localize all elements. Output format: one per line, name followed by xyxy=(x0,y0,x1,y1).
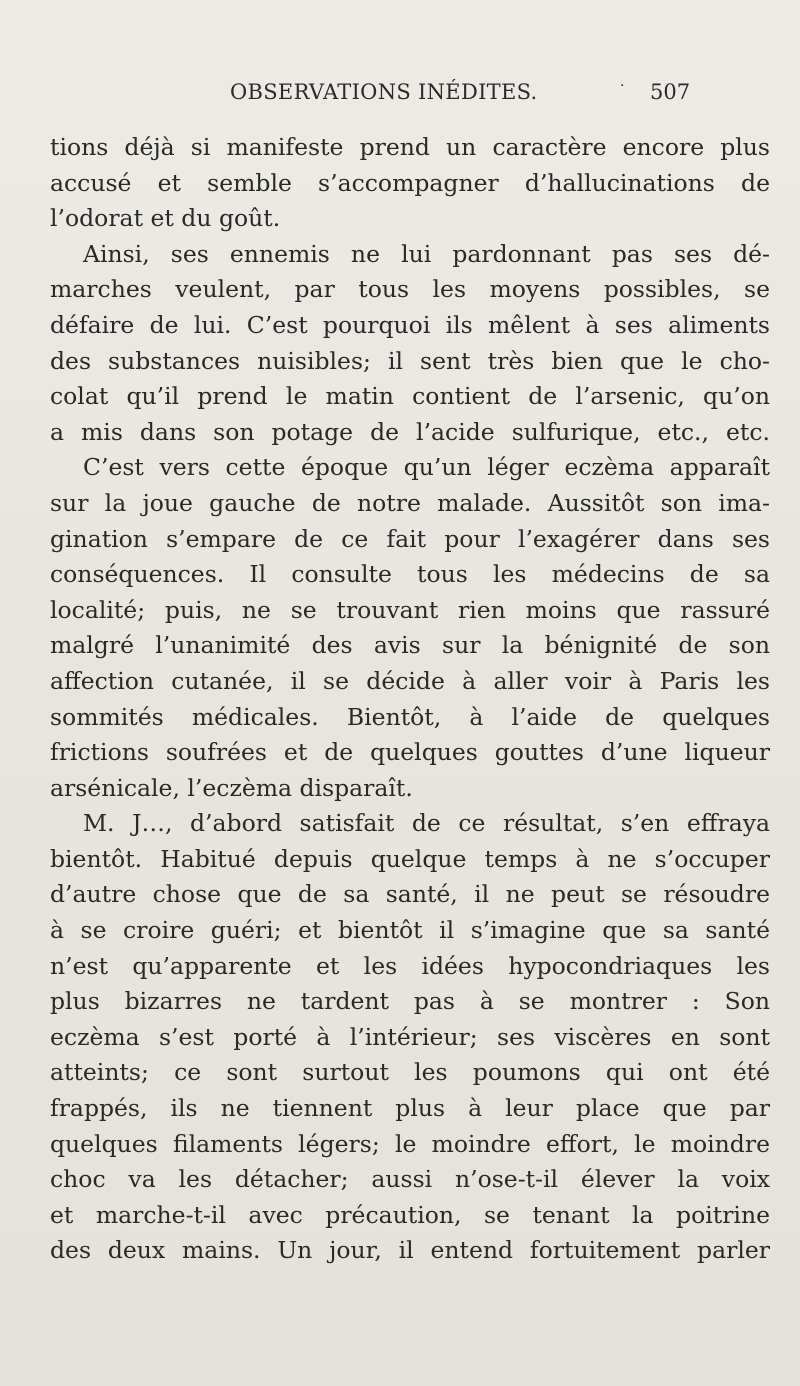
page-number: 507 xyxy=(650,80,691,104)
text-line: des substances nuisibles; il sent très bien que le cho- xyxy=(50,346,770,375)
text-line: et marche-t-il avec précaution, se tenant la poitrine xyxy=(50,1200,770,1229)
text-line: Ainsi, ses ennemis ne lui pardonnant pas ses dé- xyxy=(83,239,770,268)
text-line: arsénicale, l’eczèma disparaît. xyxy=(50,773,413,802)
text-line: eczèma s’est porté à l’intérieur; ses viscères en sont xyxy=(50,1022,770,1051)
text-line: quelques filaments légers; le moindre effort, le moindre xyxy=(50,1129,770,1158)
text-line: d’autre chose que de sa santé, il ne peut se résoudre xyxy=(50,880,770,909)
text-line: C’est vers cette époque qu’un léger eczèma apparaît xyxy=(83,453,770,482)
text-line: l’odorat et du goût. xyxy=(50,204,281,233)
text-line: défaire de lui. C’est pourquoi ils mêlent à ses aliments xyxy=(50,310,770,339)
text-line: bientôt. Habitué depuis quelque temps à ne s’occuper xyxy=(50,844,770,873)
text-line: a mis dans son potage de l’acide sulfurique, etc., etc. xyxy=(50,417,770,446)
text-line: colat qu’il prend le matin contient de l’arsenic, qu’on xyxy=(50,382,770,411)
text-line: atteints; ce sont surtout les poumons qui ont été xyxy=(50,1058,770,1087)
running-title: OBSERVATIONS INÉDITES. xyxy=(230,80,538,104)
text-line: gination s’empare de ce fait pour l’exagérer dans ses xyxy=(50,524,770,553)
header-dot: · xyxy=(620,78,625,94)
text-line: malgré l’unanimité des avis sur la bénignité de son xyxy=(50,631,770,660)
text-line: n’est qu’apparente et les idées hypocondriaques les xyxy=(50,951,770,980)
text-line: frappés, ils ne tiennent plus à leur place que par xyxy=(50,1094,770,1123)
text-line: M. J…, d’abord satisfait de ce résultat, s’en effraya xyxy=(83,809,770,838)
body-text xyxy=(50,130,770,1269)
text-line: choc va les détacher; aussi n’ose-t-il élever la voix xyxy=(50,1165,770,1194)
text-line: localité; puis, ne se trouvant rien moins que rassuré xyxy=(50,595,770,624)
text-line: marches veulent, par tous les moyens possibles, se xyxy=(50,275,770,304)
text-line: sur la joue gauche de notre malade. Aussitôt son ima- xyxy=(50,488,770,517)
text-line: tions déjà si manifeste prend un caractère encore plus xyxy=(50,133,770,161)
text-line: des deux mains. Un jour, il entend fortuitement parler xyxy=(50,1236,770,1265)
text-line: conséquences. Il consulte tous les médecins de sa xyxy=(50,560,770,589)
text-line: plus bizarres ne tardent pas à se montrer : Son xyxy=(50,987,770,1016)
text-line: frictions soufrées et de quelques gouttes d’une liqueur xyxy=(50,738,770,767)
text-line: affection cutanée, il se décide à aller voir à Paris les xyxy=(50,666,770,695)
text-line: accusé et semble s’accompagner d’hallucinations de xyxy=(50,168,770,197)
text-line: sommités médicales. Bientôt, à l’aide de quelques xyxy=(50,702,770,731)
text-line: à se croire guéri; et bientôt il s’imagine que sa santé xyxy=(50,916,770,945)
page-header xyxy=(0,80,800,110)
